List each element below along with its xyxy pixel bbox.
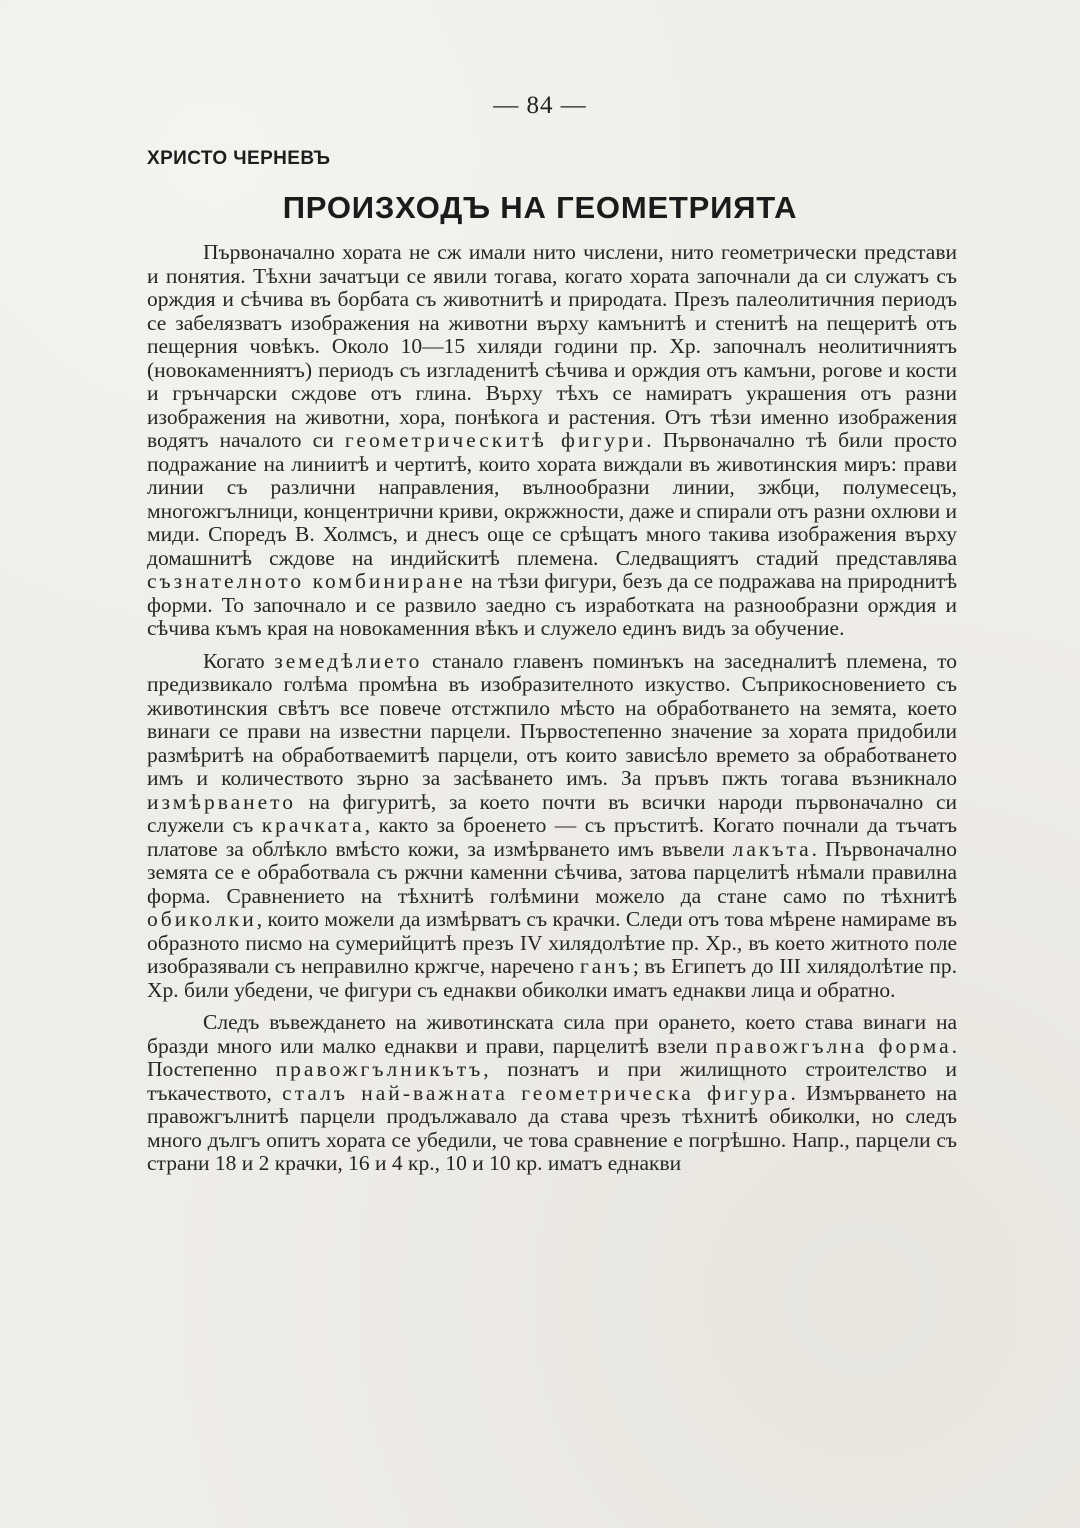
paragraph-text: . Първоначално тѣ били просто подражание на линиитѣ и чертитѣ, които хората виждали въ животинския миръ: прави линии съ различни направления, вълнообразни линии, зжбци, полумесецъ, многожгълници, концентрични криви, окржжности, даже и спирали отъ разни охлюви и миди. Споредъ В. Холмсъ, и днесъ още се срѣщатъ много такива изображения върху домашнитѣ сждове на индийскитѣ племена. Следващиятъ стадий представлява bbox=[147, 428, 957, 570]
spaced-term: сталъ най-важната геометрическа фигура bbox=[282, 1080, 791, 1105]
paragraph-text: Следъ въвеждането на животинската сила при орането, което става винаги на бразди много или малко еднакви и прави, парцелитѣ взели bbox=[147, 1010, 957, 1058]
spaced-term: съзнателното комбиниране bbox=[147, 569, 466, 593]
paragraph-text: . Постепенно bbox=[147, 1033, 957, 1081]
spaced-term: измѣрването bbox=[147, 789, 297, 814]
paragraph-text: Когато bbox=[203, 648, 275, 673]
paragraph-text: , както за броенето — съ пръститѣ. Когато почнали да тъчатъ платове за облѣкло вмѣсто кожи, за измѣрването имъ въвели bbox=[147, 813, 958, 861]
page-number: — 84 — bbox=[493, 92, 587, 119]
spaced-term: правожгълникътъ bbox=[275, 1057, 484, 1081]
article-title: ПРОИЗХОДЪ НА ГЕОМЕТРИЯТА bbox=[282, 190, 798, 225]
paragraph-text: , познатъ и при жилищното строителство и тъкачеството, bbox=[147, 1057, 957, 1105]
paragraph-text: . Първоначално земята се е обработвала съ ржчни каменни сѣчива, затова парцелитѣ нѣмали правилна форма. Сравнението на тѣхнитѣ голѣмини можело да стане само по тѣхнитѣ bbox=[147, 836, 957, 908]
spaced-term: геометрическитѣ фигури bbox=[344, 428, 647, 452]
paragraph-text: Първоначално хората не сж имали нито числени, нито геометрически представи и понятия. Тѣхни зачатъци се явили тогава, когато хората започнали да си служатъ съ орждия и сѣчива въ борбата съ животнитѣ и природата. Презъ палеолитичния периодъ се забелязватъ изображения на животни върху камънитѣ и стенитѣ на пещеритѣ отъ пещерния човѣкъ. Около 10—15 хиляди години пр. Хр. започналъ неолитичниятъ (новокаменниятъ) периодъ съ изгладенитѣ сѣчива и орждия отъ камъни, рогове и кости и грънчарски сждове отъ глина. Върху тѣхъ се намиратъ украшения отъ разни изображения на животни, хора, понѣкога и растения. Отъ тѣзи именно изображения водятъ началото си bbox=[147, 240, 957, 452]
spaced-term: ганъ bbox=[579, 954, 633, 978]
article-body bbox=[147, 241, 957, 1185]
spaced-term: земедѣлието bbox=[274, 648, 423, 673]
spaced-term: лакъта bbox=[732, 836, 812, 861]
paragraph-text: , които можели да измѣрватъ съ крачки. Следи отъ това мѣрене намираме въ образното писмо на сумерийцитѣ презъ IV хилядолѣтие пр. Хр., въ което житното поле изобразявали съ неправилно кржгче, наречено bbox=[147, 907, 957, 978]
paragraph-text: . Измърването на правожгълнитѣ парцели продължавало да става чрезъ тѣхнитѣ обиколки, но следъ много дългъ опитъ хората се убедили, че това сравнение е погрѣшно. Напр., парцели съ страни 18 и 2 крачки, 16 и 4 кр., 10 и 10 кр. иматъ еднакви bbox=[147, 1080, 957, 1175]
author-name: ХРИСТО ЧЕРНЕВЪ bbox=[147, 148, 331, 169]
paragraph-text: ; въ Египетъ до III хилядолѣтие пр. Хр. били убедени, че фигури съ еднакви обиколки иматъ еднакви лица и обратно. bbox=[147, 954, 957, 1002]
paragraph-1 bbox=[147, 241, 957, 641]
paragraph-text: на фигуритѣ, за което почти въ всички народи първоначално си служели съ bbox=[147, 789, 957, 837]
paragraph-text: на тѣзи фигури, безъ да се подражава на природнитѣ форми. То започнало и се развило заедно съ изработката на разнообразни орждия и сѣчива къмъ края на новокаменния вѣкъ и служело единъ видъ за обучение. bbox=[147, 569, 957, 640]
paragraph-3 bbox=[147, 1011, 957, 1176]
spaced-term: крачката bbox=[261, 813, 365, 837]
paragraph-2 bbox=[147, 650, 957, 1003]
spaced-term: правожгълна форма bbox=[715, 1033, 952, 1058]
paragraph-text: станало главенъ поминъкъ на заседналитѣ племена, то предизвикало голѣма промѣна въ изобразителното изкуство. Съприкосновението съ животинския свѣтъ все повече отстжпило мѣсто на обработването на земята, което винаги се прави на известни парцели. Първостепенно значение за хората придобили размѣритѣ на обработваемитѣ парцели, отъ които зависѣло времето за обработването имъ и количеството зърно за засѣването имъ. За пръвъ пжть тогава възникнало bbox=[147, 648, 958, 790]
spaced-term: обиколки bbox=[147, 907, 257, 931]
